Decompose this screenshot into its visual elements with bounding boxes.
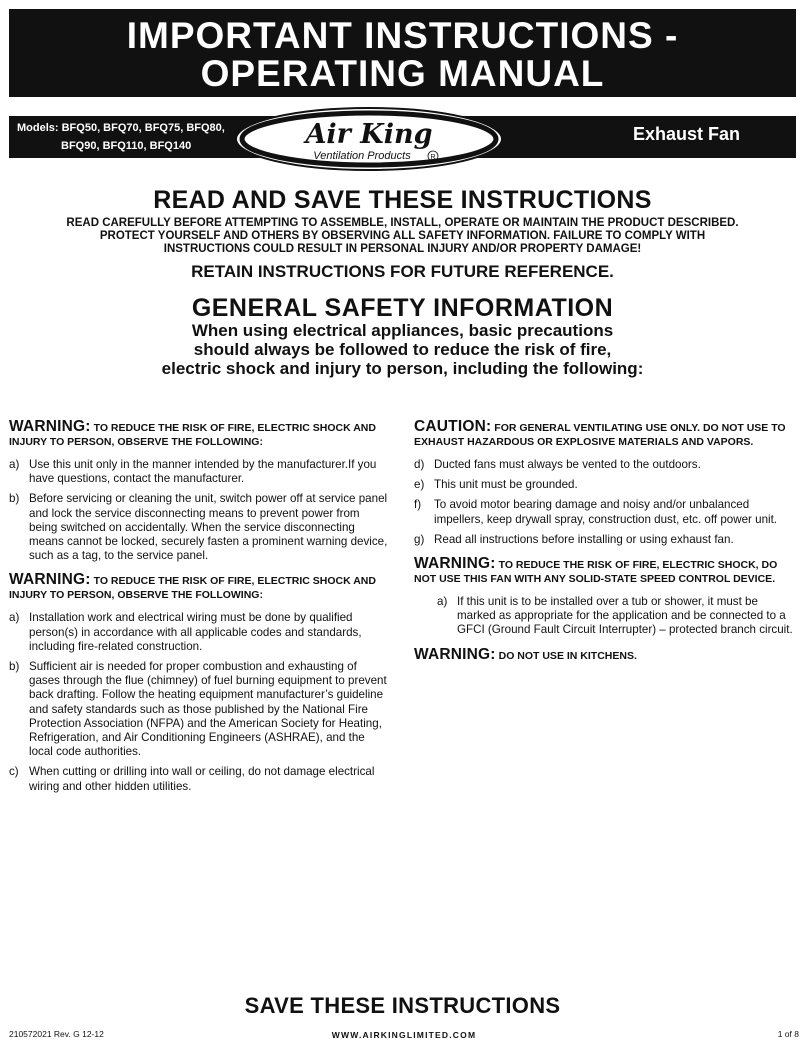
caution-text: FOR GENERAL VENTILATING USE ONLY. DO NOT USE TO EXHAUST HAZARDOUS OR EXPLOSIVE MATERIALS AND VAPORS. (414, 422, 786, 448)
list-item (414, 533, 798, 547)
item-text: Sufficient air is needed for proper combustion and exhausting of gases through the flue (chimney) of fuel burning equipment to prevent back drafting. Follow the heating equipment manufacturer’s guideline and safety standards such as those published by the National Fire Protection Association (NFPA) and the American Society for Heating, Refrigeration, and Air Conditioning Engineers (ASHRAE), and the local code authorities. (29, 660, 387, 759)
item-label: a) (9, 611, 20, 625)
warning-text: TO REDUCE THE RISK OF FIRE, ELECTRIC SHOCK, DO NOT USE THIS FAN WITH ANY SOLID-STATE SPEED CONTROL DEVICE. (414, 559, 778, 586)
caution-heading (414, 420, 798, 449)
warning-text: DO NOT USE IN KITCHENS. (495, 649, 637, 662)
item-text: Ducted fans must always be vented to the outdoors. (434, 458, 701, 471)
title-line-2: OPERATING MANUAL (200, 53, 605, 94)
save-instructions-footer: SAVE THESE INSTRUCTIONS (244, 993, 561, 1018)
list-item (9, 492, 389, 563)
models-list (17, 119, 225, 155)
product-type: Exhaust Fan (632, 124, 740, 144)
website-link[interactable]: WWW.AIRKINGLIMITED.COM (331, 1030, 477, 1040)
warning-heading-3 (414, 557, 798, 586)
list-item (9, 765, 389, 793)
item-label: g) (414, 532, 425, 546)
document-number: 210572021 Rev. G 12-12 (9, 1029, 104, 1039)
list-item (9, 611, 389, 654)
read-caution-text (9, 217, 796, 256)
list-item (414, 478, 798, 492)
gsi-sub-line-1: When using electrical appliances, basic precautions (191, 321, 614, 340)
warning-label: WARNING: (414, 645, 496, 663)
list-item (9, 458, 389, 486)
caution-line-2: PROTECT YOURSELF AND OTHERS BY OBSERVING ALL SAFETY INFORMATION. FAILURE TO COMPLY WITH (99, 230, 706, 242)
caution-line-1: READ CAREFULLY BEFORE ATTEMPTING TO ASSEMBLE, INSTALL, OPERATE OR MAINTAIN THE PRODUCT DESCRIBED. (66, 217, 739, 229)
warning-text: TO REDUCE THE RISK OF FIRE, ELECTRIC SHOCK AND INJURY TO PERSON, OBSERVE THE FOLLOWING: (9, 575, 376, 602)
item-text: Read all instructions before installing or using exhaust fan. (434, 532, 734, 546)
item-text: Before servicing or cleaning the unit, switch power off at service panel and lock the service disconnecting means to prevent power from being switched on accidentally. When the service disconnecting means cannot be locked, securely fasten a prominent warning device, such as a tag, to the service panel. (29, 492, 388, 563)
gsi-sub-line-3: electric shock and injury to person, including the following: (161, 359, 644, 378)
item-label: a) (9, 458, 20, 471)
list-item (414, 595, 798, 638)
list-item (9, 660, 389, 759)
list-item (414, 498, 798, 526)
item-text: This unit must be grounded. (434, 478, 578, 492)
logo-tagline: Ventilation Products (313, 150, 411, 162)
warning-heading-2 (9, 573, 389, 602)
general-safety-heading: GENERAL SAFETY INFORMATION (191, 294, 614, 322)
warning-label: WARNING: (9, 571, 91, 589)
item-label: e) (414, 478, 425, 492)
title-bar (9, 9, 796, 97)
left-column (9, 420, 389, 800)
retain-heading: RETAIN INSTRUCTIONS FOR FUTURE REFERENCE. (191, 262, 614, 281)
item-text: Installation work and electrical wiring must be done by qualified person(s) in accordance with all applicable codes and standards, including fire-related construction. (29, 611, 362, 653)
item-text: To avoid motor bearing damage and noisy and/or unbalanced impellers, keep drywall spray, construction dust, etc. off power unit. (434, 498, 778, 526)
logo-registered: R (430, 154, 436, 161)
models-line-2: BFQ90, BFQ110, BFQ140 (61, 140, 192, 152)
warning-label: WARNING: (414, 555, 496, 573)
page-number: 1 of 8 (777, 1029, 799, 1039)
warning-text: TO REDUCE THE RISK OF FIRE, ELECTRIC SHOCK AND INJURY TO PERSON, OBSERVE THE FOLLOWING: (9, 422, 376, 448)
gsi-sub-line-2: should always be followed to reduce the risk of fire, (193, 340, 612, 359)
general-safety-subheading (9, 321, 796, 378)
caution-line-3: INSTRUCTIONS COULD RESULT IN PERSONAL INJURY AND/OR PROPERTY DAMAGE! (163, 243, 642, 255)
item-text: Use this unit only in the manner intended by the manufacturer.If you have questions, contact the manufacturer. (29, 458, 377, 486)
warning-heading-1 (9, 420, 389, 449)
title-line-1: IMPORTANT INSTRUCTIONS - (126, 15, 679, 56)
air-king-logo (234, 106, 504, 172)
right-column (414, 420, 798, 672)
item-label: b) (9, 660, 20, 674)
read-save-heading: READ AND SAVE THESE INSTRUCTIONS (153, 186, 652, 214)
item-label: b) (9, 492, 20, 506)
item-label: f) (414, 498, 422, 512)
warning-heading-4 (414, 645, 798, 663)
list-item (414, 458, 798, 472)
item-label: a) (437, 595, 448, 609)
item-label: c) (9, 765, 19, 779)
item-label: d) (414, 458, 425, 471)
item-text: If this unit is to be installed over a tub or shower, it must be marked as appropriate for the application and be connected to a GFCI (Ground Fault Circuit Interrupter) – protected branch circuit. (457, 595, 793, 637)
caution-label: CAUTION: (414, 418, 492, 435)
warning-label: WARNING: (9, 418, 91, 435)
logo-brand: Air King (305, 119, 433, 150)
models-line-1: Models: BFQ50, BFQ70, BFQ75, BFQ80, (17, 122, 225, 134)
item-text: When cutting or drilling into wall or ceiling, do not damage electrical wiring and other hidden utilities. (29, 765, 375, 793)
